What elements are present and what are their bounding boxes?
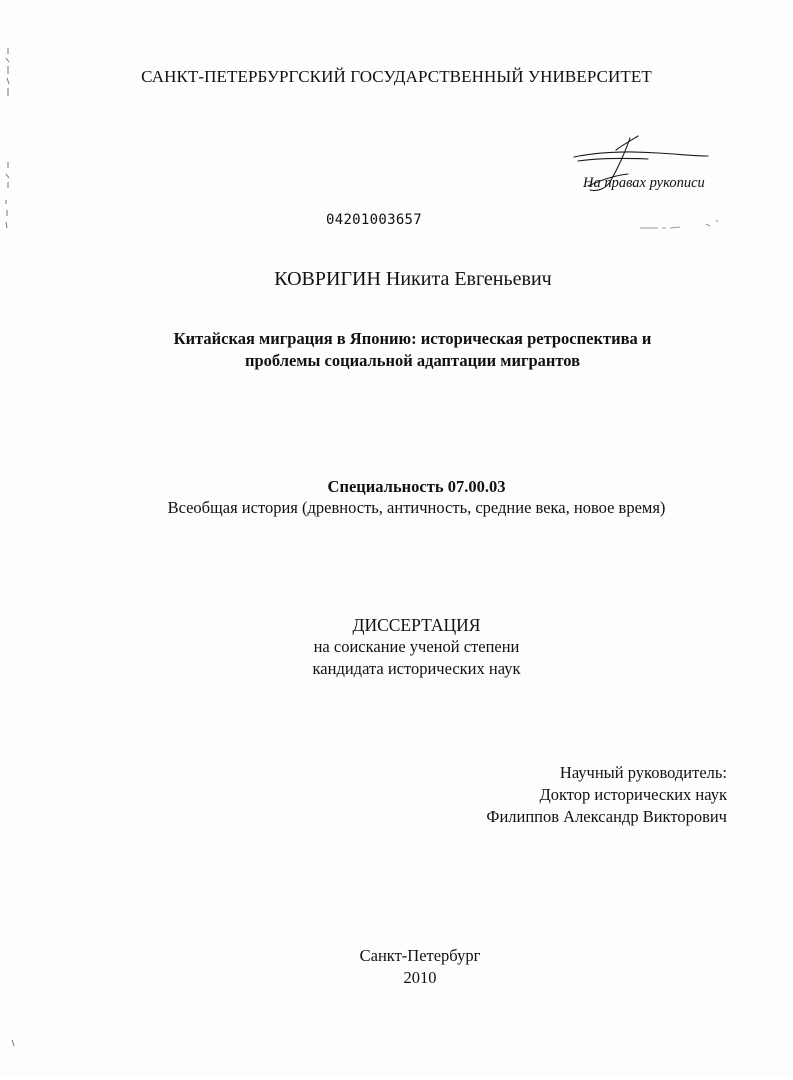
author-name: КОВРИГИН Никита Евгеньевич — [274, 268, 552, 290]
supervisor-degree: Доктор исторических наук — [539, 785, 727, 804]
degree-line-1: на соискание ученой степени — [313, 637, 520, 656]
supervisor-block — [486, 762, 727, 828]
city: Санкт-Петербург — [359, 946, 481, 965]
year: 2010 — [403, 968, 437, 987]
supervisor-label: Научный руководитель: — [559, 763, 727, 782]
title-line-1: Китайская миграция в Японию: историческая ретроспектива и — [173, 329, 652, 348]
manuscript-note: На правах рукописи — [583, 175, 705, 191]
specialty-code: Специальность 07.00.03 — [327, 477, 506, 496]
university-name: САНКТ-ПЕТЕРБУРГСКИЙ ГОСУДАРСТВЕННЫЙ УНИВЕРСИТЕТ — [141, 67, 652, 86]
title-line-2: проблемы социальной адаптации мигрантов — [244, 351, 581, 370]
specialty-description: Всеобщая история (древность, античность, средние века, новое время) — [167, 498, 666, 517]
degree-line-2: кандидата исторических наук — [312, 659, 521, 678]
dissertation-heading: ДИССЕРТАЦИЯ — [352, 615, 481, 635]
dissertation-title — [120, 328, 705, 372]
scan-edge-marks — [0, 40, 20, 1080]
faint-scan-mark — [640, 218, 730, 234]
registration-number: 04201003657 — [326, 212, 423, 228]
supervisor-name: Филиппов Александр Викторович — [486, 807, 727, 826]
